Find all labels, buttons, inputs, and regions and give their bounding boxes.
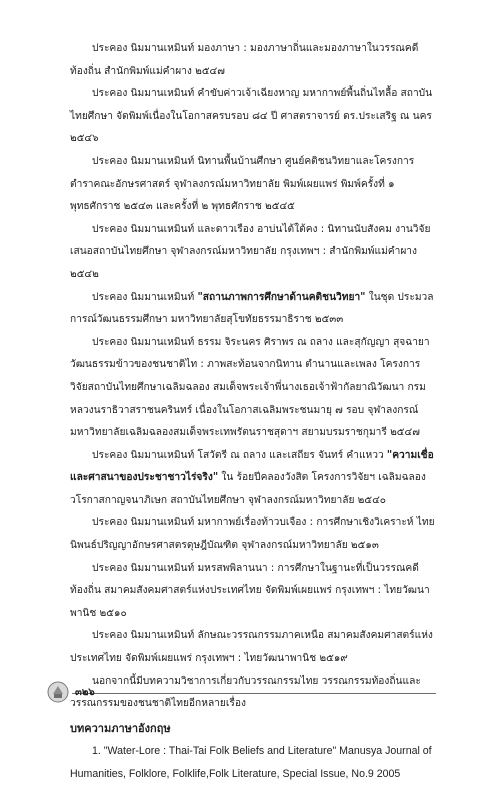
university-seal-icon [47, 681, 69, 703]
bibliography-entry: ประคอง นิมมานเหมินท์ นิทานพื้นบ้านศึกษา ศูนย์คติชนวิทยาและโครงการตำราคณะอักษรศาสตร์ จุฬาลงกรณ์มหาวิทยาลัย พิมพ์เผยแพร่ พิมพ์ครั้งที่ ๑ พุทธศักราช ๒๕๔๓ และครั้งที่ ๒ พุทธศักราช ๒๕๔๕ [70, 155, 415, 213]
bibliography-body [70, 38, 436, 786]
bibliography-entry: ประคอง นิมมานเหมินท์ ลักษณะวรรณกรรมภาคเหนือ สมาคมสังคมศาสตร์แห่งประเทศไทย จัดพิมพ์เผยแพร่ กรุงเทพฯ : ไทยวัฒนาพานิช ๒๕๑๙ [70, 630, 433, 665]
page-number: ๓๒๖ [75, 686, 95, 698]
entry-bold-title: "ความเชื่อและศาสนาของประชาชาวไร่จริง" [70, 449, 434, 484]
bibliography-entry: ประคอง นิมมานเหมินท์ มหรสพพิลานนา : การศึกษาในฐานะที่เป็นวรรณคดีท้องถิ่น สมาคมสังคมศาสตร์แห่งประเทศไทย จัดพิมพ์เผยแพร่ กรุงเทพฯ : ไทยวัฒนาพานิช ๒๕๑๐ [70, 562, 430, 619]
bibliography-entry: ประคอง นิมมานเหมินท์ และดาวเรือง อาบ่นไต้ใต้คง : นิทานนับสังคม งานวิจัยเสนอสถาบันไทยศึกษา จุฬาลงกรณ์มหาวิทยาลัย กรุงเทพฯ : สำนักพิมพ์แม่คำผาง ๒๕๔๒ [70, 223, 431, 280]
english-article-entry: 1. "Water-Lore : Thai-Tai Folk Beliefs and Literature" Manusya Journal of Humanities, Folklore, Folklife,Folk Literature, Special Issue, No.9 2005 [70, 745, 432, 780]
bibliography-entry-with-bold-title [70, 445, 436, 513]
section-heading-english-articles: บทความภาษาอังกฤษ [70, 721, 171, 735]
bibliography-entry-with-bold-title [70, 287, 436, 332]
entry-details: ใน ร้อยปีคลองวังสิต โครงการวิจัยฯ เฉลิมฉลองวโรกาสกาญจนาภิเษก สถาบันไทยศึกษา จุฬาลงกรณ์มหาวิทยาลัย ๒๕๔๐ [70, 472, 426, 506]
bibliography-entry: ประคอง นิมมานเหมินท์ ธรรม จิระนคร ศิราพร ณ ถลาง และสุกัญญา สุจฉายา วัฒนธรรมข้าวของชนชาติไท : ภาพสะท้อนจากนิทาน ตำนานและเพลง โครงการวิจัยสถาบันไทยศึกษาเฉลิมฉลอง สมเด็จพระเจ้าพี่นางเธอเจ้าฟ้ากัลยาณิวัฒนา กรมหลวงนราธิวาสราชนครินทร์ เนื่องในโอกาสเฉลิมพระชนมายุ ๗ รอบ จุฬาลงกรณ์มหาวิทยาลัยเฉลิมฉลองสมเด็จพระเทพรัตนราชสุดาฯ สยามบรมราชกุมารี ๒๕๔๗ [70, 336, 430, 439]
page-footer [47, 681, 95, 703]
footer-rule [72, 693, 436, 694]
entry-details: ในชุด ประมวลการณ์วัฒนธรรมศึกษา มหาวิทยาลัยสุโขทัยธรรมาธิราช ๒๕๓๓ [70, 291, 434, 326]
entry-author: ประคอง นิมมานเหมินท์ โสวัตรี ณ ถลาง และเสถียร จันทร์ คำแหวว [92, 449, 387, 461]
bibliography-entry: ประคอง นิมมานเหมินท์ คำขับค่าวเจ้าเฉียงหาญ มหากาพย์พื้นถิ่นไทลื้อ สถาบันไทยศึกษา จัดพิมพ์เนื่องในโอกาสครบรอบ ๘๔ ปี ศาสตราจารย์ ดร.ประเสริฐ ณ นคร ๒๕๔๖ [70, 88, 433, 145]
bibliography-entry: ประคอง นิมมานเหมินท์ มองภาษา : มองภาษาถิ่นและมองภาษาในวรรณคดีท้องถิ่น สำนักพิมพ์แม่คำผาง ๒๕๔๗ [70, 43, 419, 77]
bibliography-entry: ประคอง นิมมานเหมินท์ มหากาพย์เรื่องท้าวบเจือง : การศึกษาเชิงวิเคราะห์ ไทยนิพนธ์ปริญญาอักษรศาสตรดุษฎีบัณฑิต จุฬาลงกรณ์มหาวิทยาลัย ๒๕๑๓ [70, 517, 435, 552]
entry-bold-title: "สถานภาพการศึกษาด้านคติชนวิทยา" [197, 291, 366, 303]
closing-note: นอกจากนี้มีบทความวิชาการเกี่ยวกับวรรณกรรมไทย วรรณกรรมท้องถิ่นและวรรณกรรมของชนชาติไทยอีกหลายเรื่อง [70, 675, 421, 710]
entry-author: ประคอง นิมมานเหมินท์ [92, 291, 198, 303]
